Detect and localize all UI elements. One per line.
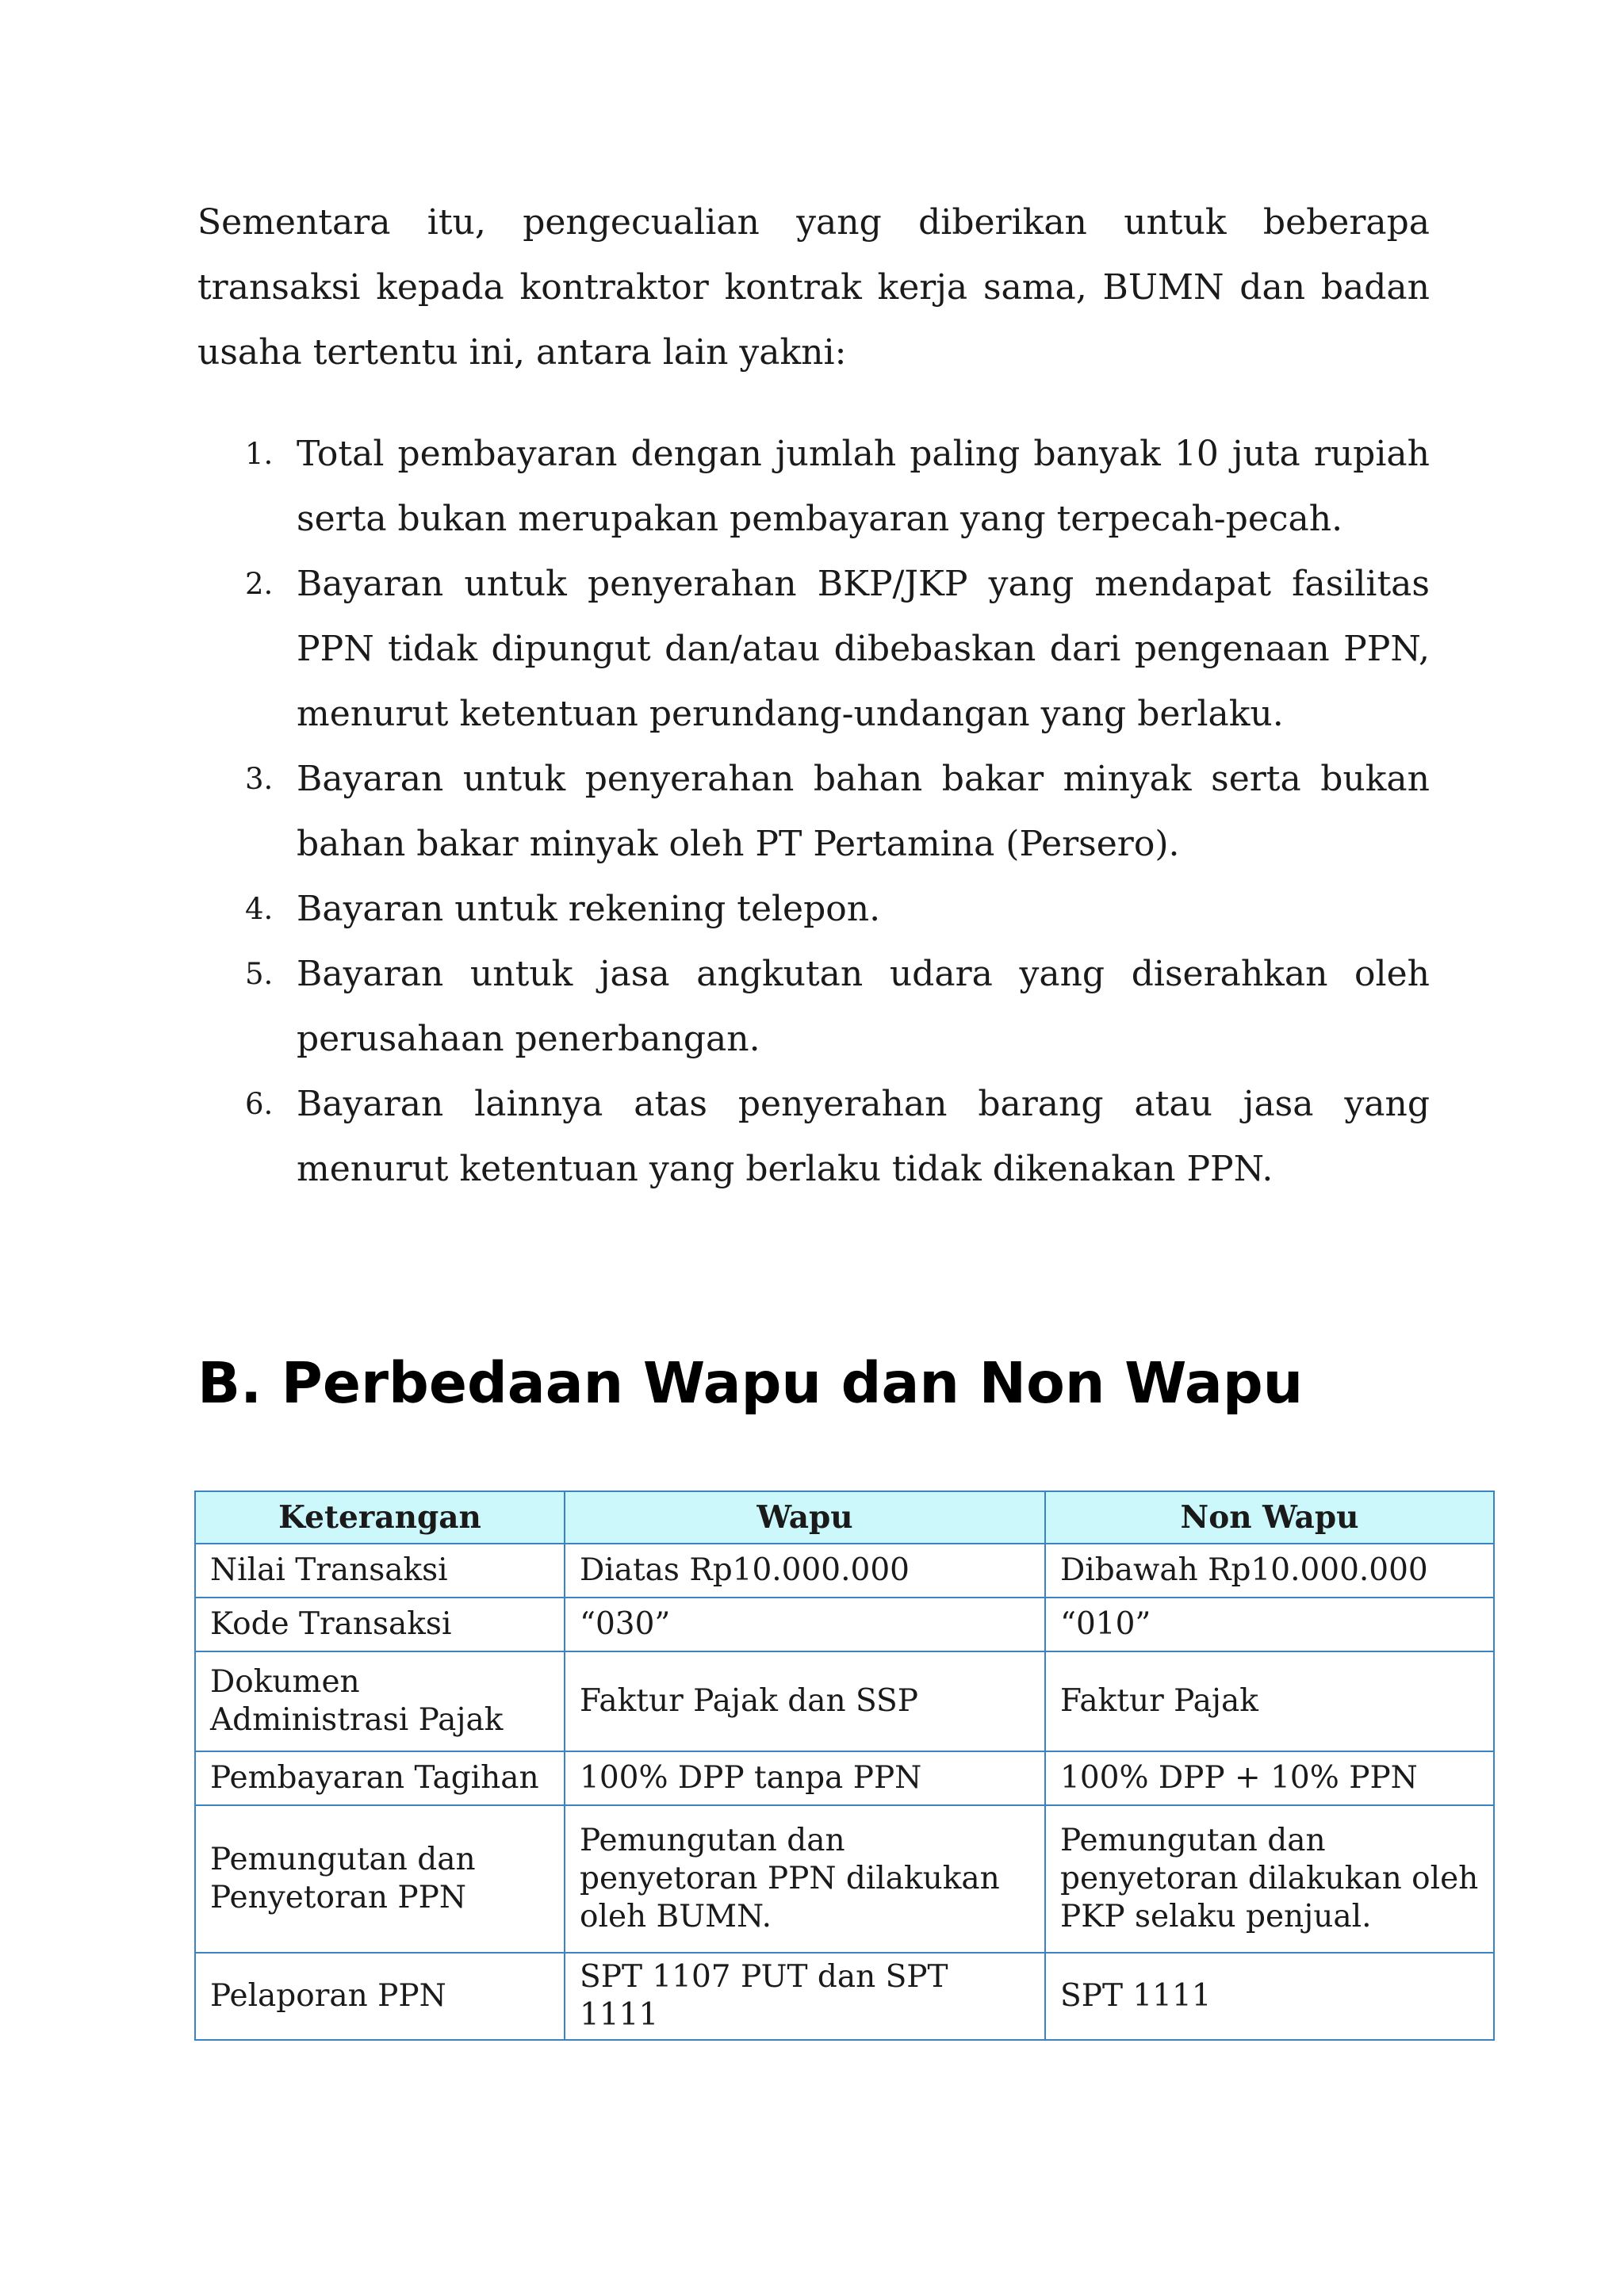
list-number: 6. [245,1087,274,1121]
table-cell: Dokumen Administrasi Pajak [195,1651,565,1751]
table-row [195,1544,1494,1598]
table-cell: Diatas Rp10.000.000 [565,1544,1045,1598]
list-item-text: Total pembayaran dengan jumlah paling banyak 10 juta rupiah serta bukan merupakan pembayaran yang terpecah-pecah. [297,434,1430,539]
table-cell: Dibawah Rp10.000.000 [1045,1544,1494,1598]
list-item-text: Bayaran lainnya atas penyerahan barang atau jasa yang menurut ketentuan yang berlaku tidak dikenakan PPN. [297,1084,1430,1189]
list-item [197,747,1430,877]
list-item-text: Bayaran untuk penyerahan BKP/JKP yang mendapat fasilitas PPN tidak dipungut dan/atau dibebaskan dari pengenaan PPN, menurut ketentuan perundang-undangan yang berlaku. [297,564,1430,734]
table-cell: 100% DPP tanpa PPN [565,1751,1045,1805]
table-cell: Faktur Pajak [1045,1651,1494,1751]
table-cell: Pemungutan dan penyetoran PPN dilakukan oleh BUMN. [565,1805,1045,1953]
list-number: 1. [245,437,274,471]
header-wapu: Wapu [565,1491,1045,1544]
header-non-wapu: Non Wapu [1045,1491,1494,1544]
table-cell: Faktur Pajak dan SSP [565,1651,1045,1751]
table-cell: “010” [1045,1598,1494,1651]
exception-list [197,422,1430,1202]
list-number: 5. [245,957,274,991]
table-row [195,1751,1494,1805]
table-cell: Pelaporan PPN [195,1953,565,2040]
list-item-text: Bayaran untuk jasa angkutan udara yang diserahkan oleh perusahaan penerbangan. [297,954,1430,1059]
list-item-text: Bayaran untuk penyerahan bahan bakar minyak serta bukan bahan bakar minyak oleh PT Pertamina (Persero). [297,759,1430,864]
table-header-row [195,1491,1494,1544]
header-keterangan: Keterangan [195,1491,565,1544]
table-cell: Pembayaran Tagihan [195,1751,565,1805]
table-cell: Kode Transaksi [195,1598,565,1651]
table-row [195,1805,1494,1953]
list-item [197,552,1430,747]
table-cell: “030” [565,1598,1045,1651]
list-number: 3. [245,762,274,796]
table-cell: SPT 1111 [1045,1953,1494,2040]
list-item-text: Bayaran untuk rekening telepon. [297,889,881,929]
table-row [195,1953,1494,2040]
section-heading: B. Perbedaan Wapu dan Non Wapu [197,1350,1304,1416]
table-row [195,1651,1494,1751]
comparison-table [194,1490,1495,2041]
list-item [197,877,1430,942]
list-number: 2. [245,567,274,601]
table-cell: 100% DPP + 10% PPN [1045,1751,1494,1805]
list-number: 4. [245,892,274,926]
table-cell: SPT 1107 PUT dan SPT 1111 [565,1953,1045,2040]
table-cell: Pemungutan dan Penyetoran PPN [195,1805,565,1953]
table-row [195,1598,1494,1651]
list-item [197,422,1430,552]
table-cell: Nilai Transaksi [195,1544,565,1598]
intro-paragraph: Sementara itu, pengecualian yang diberikan untuk beberapa transaksi kepada kontraktor kontrak kerja sama, BUMN dan badan usaha tertentu ini, antara lain yakni: [197,202,1430,373]
list-item [197,1072,1430,1202]
table-cell: Pemungutan dan penyetoran dilakukan oleh PKP selaku penjual. [1045,1805,1494,1953]
list-item [197,942,1430,1072]
